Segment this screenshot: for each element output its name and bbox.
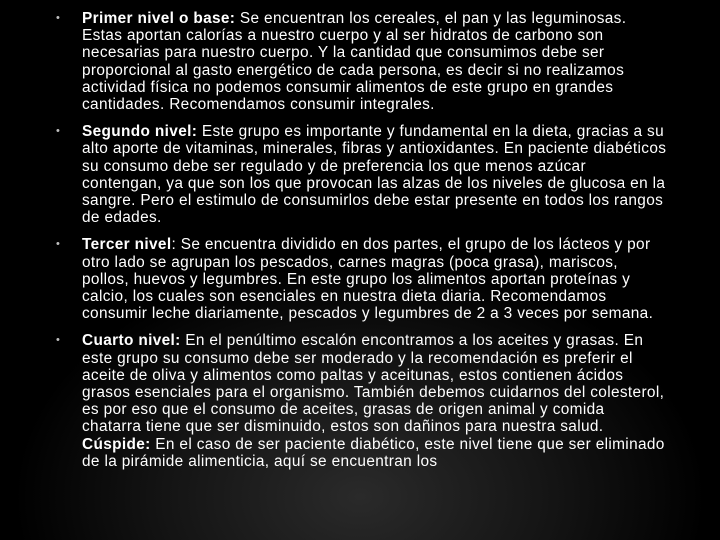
bullet-dot-icon: • — [56, 238, 61, 251]
item-heading: Tercer nivel — [82, 236, 172, 254]
bullet-item-primer-nivel — [56, 10, 668, 113]
item-text: : Se encuentra dividido en dos partes, el grupo de los lácteos y por otro lado se agrupan los pescados, carnes magras (poca grasa), mariscos, pollos, huevos y legumbres. En este grupo los alimentos aportan proteínas y calcio, los cuales son esenciales en nuestra dieta diaria. Recomendamos consumir leche diariamente, pescados y legumbres de 2 a 3 veces por semana. — [82, 236, 654, 323]
bullet-dot-icon: • — [56, 12, 61, 24]
item-subheading-cuspide: Cúspide: — [82, 435, 151, 453]
item-text: Se encuentran los cereales, el pan y las leguminosas. Estas aportan calorías a nuestro cuerpo y al ser hidratos de carbono son necesarias para nuestro cuerpo. Y la cantidad que consumimos debe ser proporcional al gasto energético de cada persona, es decir si no realizamos actividad física no podemos consumir alimentos de este grupo en grandes cantidades. Recomendamos consumir integrales. — [82, 10, 627, 114]
item-text: En el penúltimo escalón encontramos a los aceites y grasas. En este grupo su consumo debe ser moderado y la recomendación es preferir el aceite de oliva y alimentos como paltas y aceitunas, estos contienen ácidos grasos esenciales para el organismo. También debemos cuidarnos del colesterol, es por eso que el consumo de aceites, grasas de origen animal y comida chatarra tiene que ser disminuido, estos son dañinos para nuestra salud. — [82, 332, 665, 436]
bullet-dot-icon: • — [56, 334, 61, 347]
item-heading: Cuarto nivel: — [82, 332, 181, 350]
bullet-item-segundo-nivel — [56, 123, 668, 226]
item-heading: Segundo nivel: — [82, 123, 198, 141]
bullet-item-cuarto-nivel — [56, 332, 668, 470]
bullet-dot-icon: • — [56, 125, 61, 138]
item-text: Este grupo es importante y fundamental en la dieta, gracias a su alto aporte de vitaminas, minerales, fibras y antioxidantes. En paciente diabéticos su consumo debe ser regulado y de preferencia los que menos azúcar contengan, ya que son los que provocan las alzas de los niveles de glucosa en la sangre. Pero el estimulo de consumirlos debe estar presente en todos los rangos de edades. — [82, 123, 667, 227]
item-text-cuspide: En el caso de ser paciente diabético, este nivel tiene que ser eliminado de la pirámide alimenticia, aquí se encuentran los — [82, 435, 665, 470]
bullet-item-tercer-nivel — [56, 236, 668, 322]
item-heading: Primer nivel o base: — [82, 10, 236, 27]
bullet-list — [56, 10, 668, 480]
